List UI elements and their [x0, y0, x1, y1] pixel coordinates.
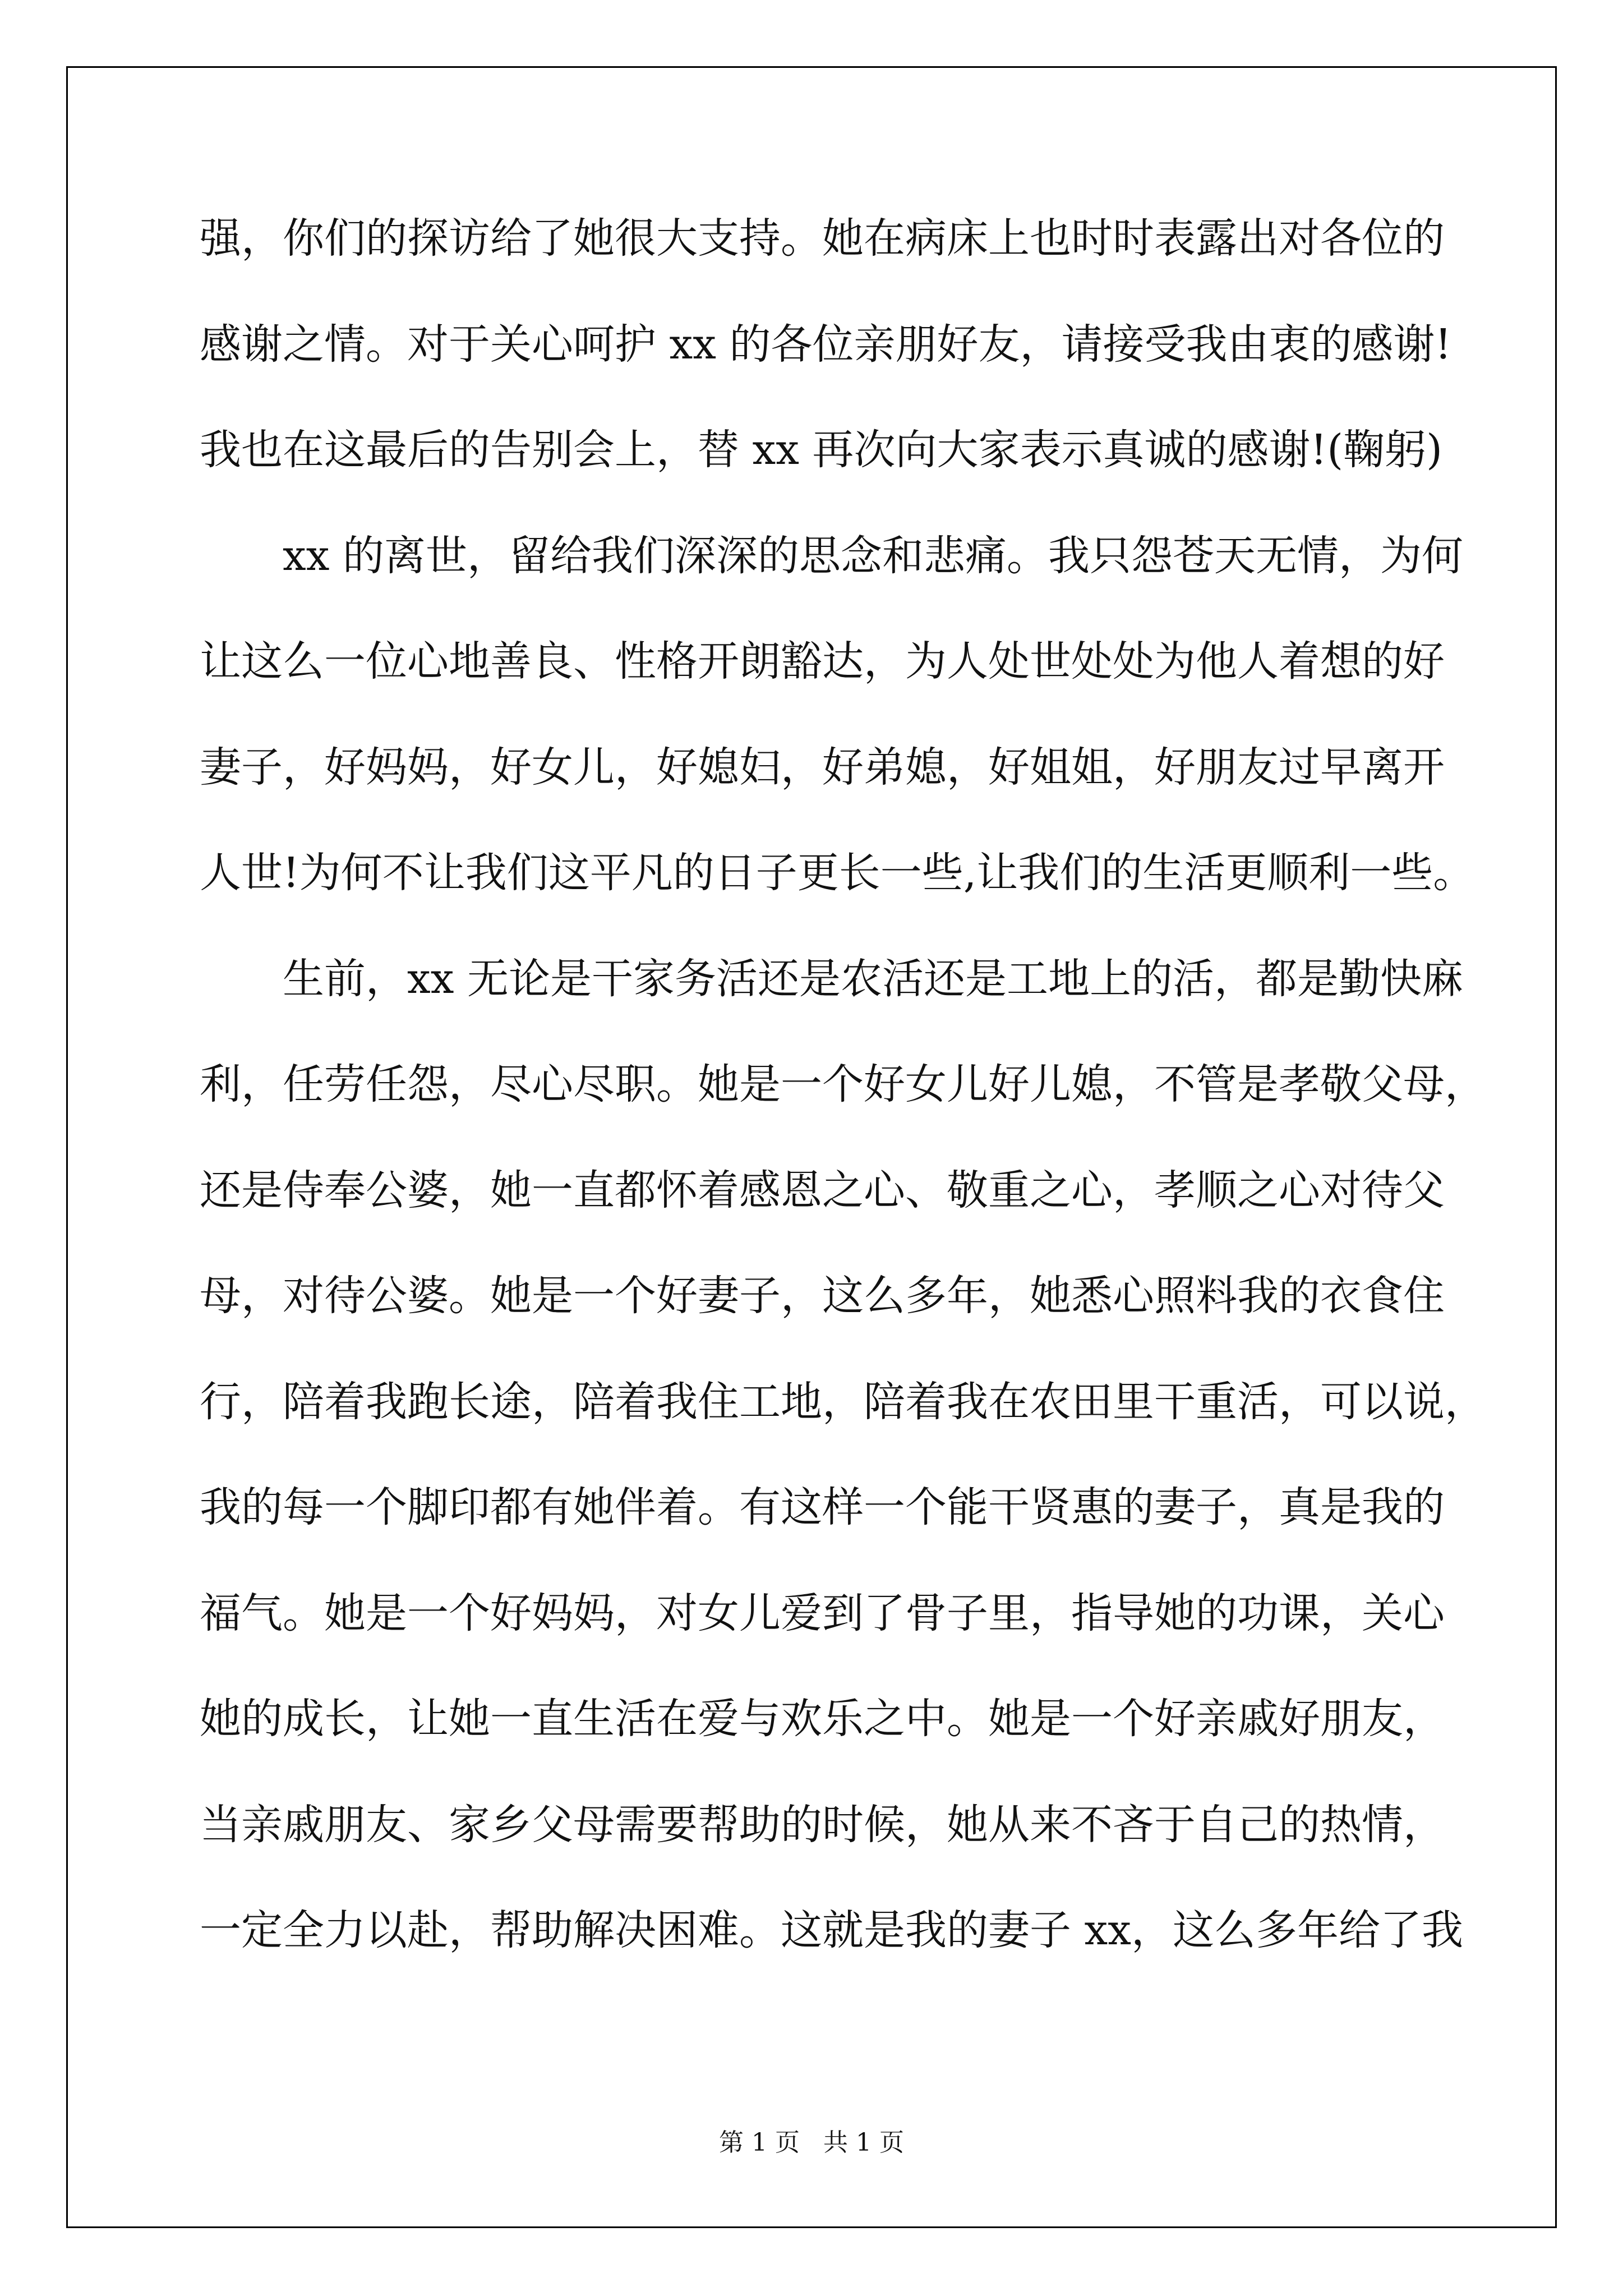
text-line: 福气。她是一个好妈妈，对女儿爱到了骨子里，指导她的功课，关心	[200, 1589, 1445, 1637]
text-line: 行，陪着我跑长途，陪着我住工地，陪着我在农田里干重活，可以说，	[200, 1377, 1486, 1426]
text-line: 强，你们的探访给了她很大支持。她在病床上也时时表露出对各位的	[200, 214, 1445, 263]
text-line: 妻子，好妈妈，好女儿，好媳妇，好弟媳，好姐姐，好朋友过早离开	[200, 743, 1445, 792]
text-line: 母，对待公婆。她是一个好妻子，这么多年，她悉心照料我的衣食住	[200, 1272, 1445, 1320]
text-line: 还是侍奉公婆，她一直都怀着感恩之心、敬重之心，孝顺之心对待父	[200, 1166, 1445, 1214]
text-line: 让这么一位心地善良、性格开朗豁达，为人处世处处为他人着想的好	[200, 637, 1445, 685]
text-line: 感谢之情。对于关心呵护 xx 的各位亲朋好友，请接受我由衷的感谢!	[200, 320, 1452, 369]
document-body	[200, 210, 1486, 2008]
paragraph-start-line: 生前，xx 无论是干家务活还是农活还是工地上的活，都是勤快麻	[283, 954, 1463, 1003]
text-line: 人世!为何不让我们这平凡的日子更长一些,让我们的生活更顺利一些。	[200, 849, 1475, 897]
text-line: 一定全力以赴，帮助解决困难。这就是我的妻子 xx，这么多年给了我	[200, 1906, 1463, 1954]
text-line: 我的每一个脚印都有她伴着。有这样一个能干贤惠的妻子，真是我的	[200, 1483, 1445, 1531]
text-line: 我也在这最后的告别会上，替 xx 再次向大家表示真诚的感谢!(鞠躬)	[200, 426, 1442, 474]
text-line: 她的成长，让她一直生活在爱与欢乐之中。她是一个好亲戚好朋友，	[200, 1695, 1445, 1743]
text-line: 利，任劳任怨，尽心尽职。她是一个好女儿好儿媳，不管是孝敬父母，	[200, 1060, 1486, 1108]
text-line: 当亲戚朋友、家乡父母需要帮助的时候，她从来不吝于自己的热情，	[200, 1800, 1445, 1849]
page-footer: 第 1 页 共 1 页	[719, 2128, 904, 2157]
paragraph-start-line: xx 的离世，留给我们深深的思念和悲痛。我只怨苍天无情，为何	[283, 531, 1463, 580]
